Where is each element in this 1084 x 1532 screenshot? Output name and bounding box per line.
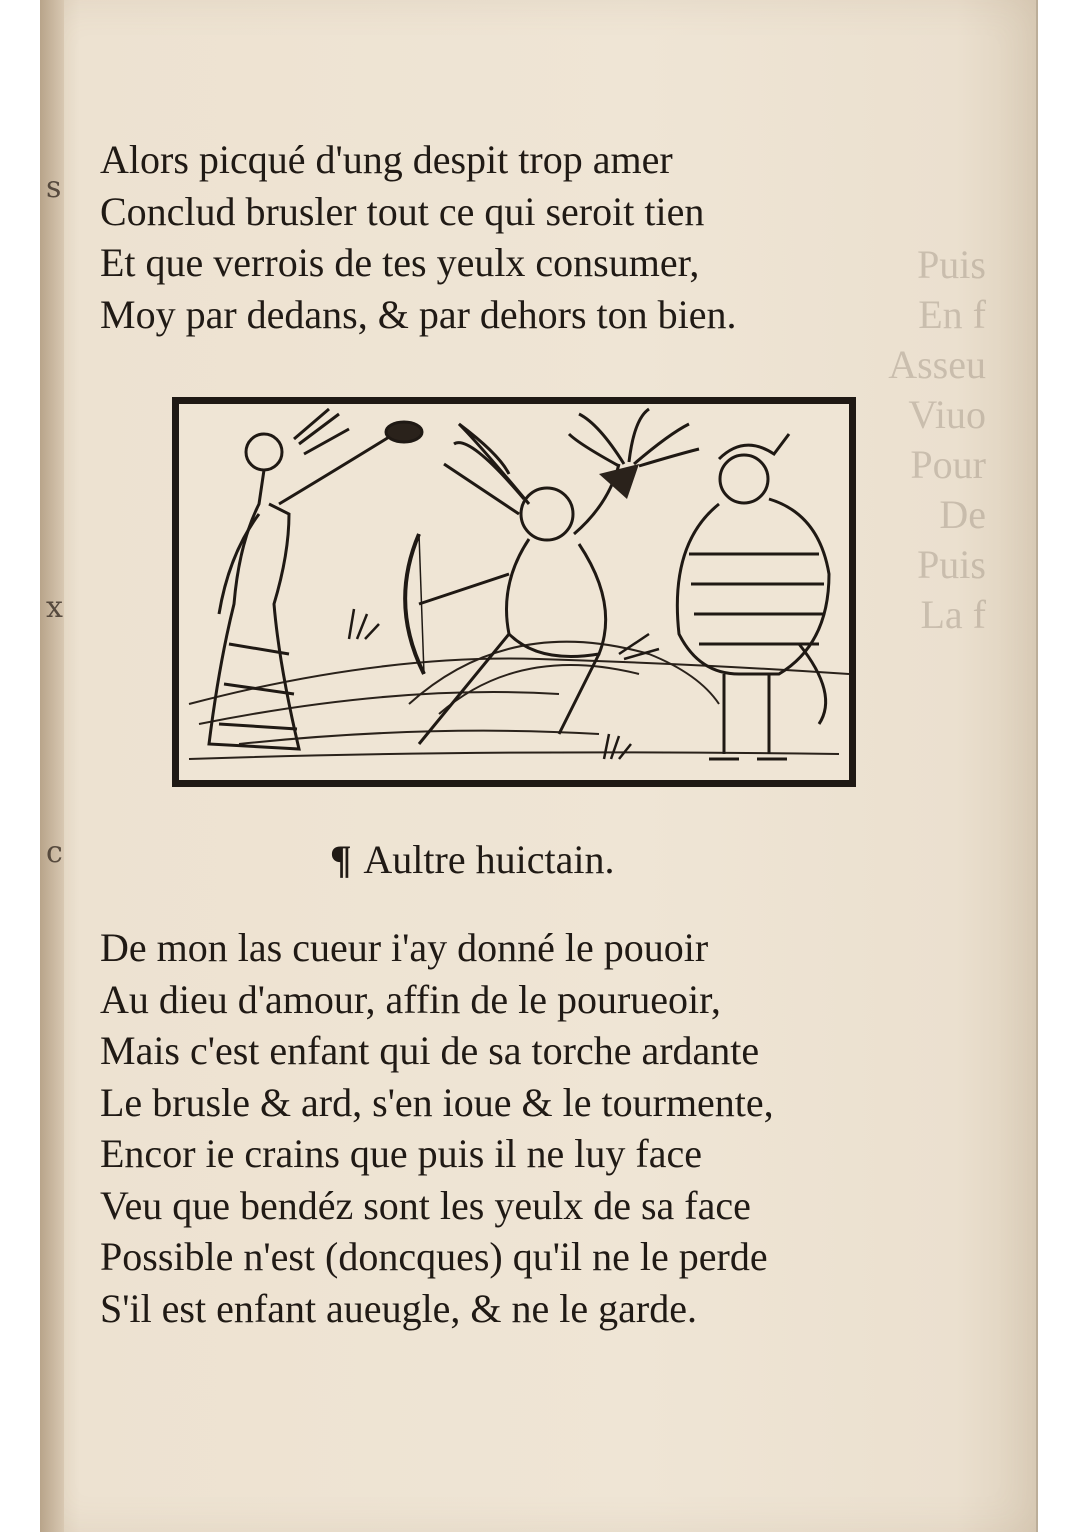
pilcrow-mark: ¶ — [330, 837, 352, 882]
gutter-edge — [40, 0, 64, 1532]
verse-bottom — [100, 922, 774, 1334]
verse-line: Encor ie crains que puis il ne luy face — [100, 1131, 702, 1176]
verse-top — [100, 134, 737, 340]
verse-line: Possible n'est (doncques) qu'il ne le perde — [100, 1234, 768, 1279]
verse-line: S'il est enfant aueugle, & ne le garde. — [100, 1285, 697, 1331]
verse-line: Le brusle & ard, s'en ioue & le tourmente, — [100, 1079, 774, 1125]
woodcut-scene — [179, 404, 849, 780]
bleed-through-text: Puis En f Asseu Viuo Pour De Puis La f — [888, 242, 986, 637]
gutter-fragment-mark: c — [46, 835, 63, 870]
verse-line: Veu que bendéz sont les yeulx de sa face — [100, 1182, 751, 1228]
gutter-fragment-mark: x — [46, 590, 63, 625]
woodcut-illustration — [172, 397, 856, 787]
verse-line: Mais c'est enfant qui de sa torche ardante — [100, 1028, 760, 1073]
verse-line: De mon las cueur i'ay donné le pouoir — [100, 925, 709, 970]
verse-line: Et que verrois de tes yeulx consumer, — [100, 240, 700, 285]
verse-line: Moy par dedans, & par dehors ton bien. — [100, 291, 737, 337]
verse-line: Au dieu d'amour, affin de le pourueoir, — [100, 976, 721, 1022]
gutter-fragment-mark: s — [46, 170, 62, 205]
verse-line: Conclud brusler tout ce qui seroit tien — [100, 188, 705, 234]
section-title: Aultre huictain. — [363, 837, 615, 882]
verse-line: Alors picqué d'ung despit trop amer — [100, 137, 673, 182]
section-heading — [330, 836, 750, 883]
